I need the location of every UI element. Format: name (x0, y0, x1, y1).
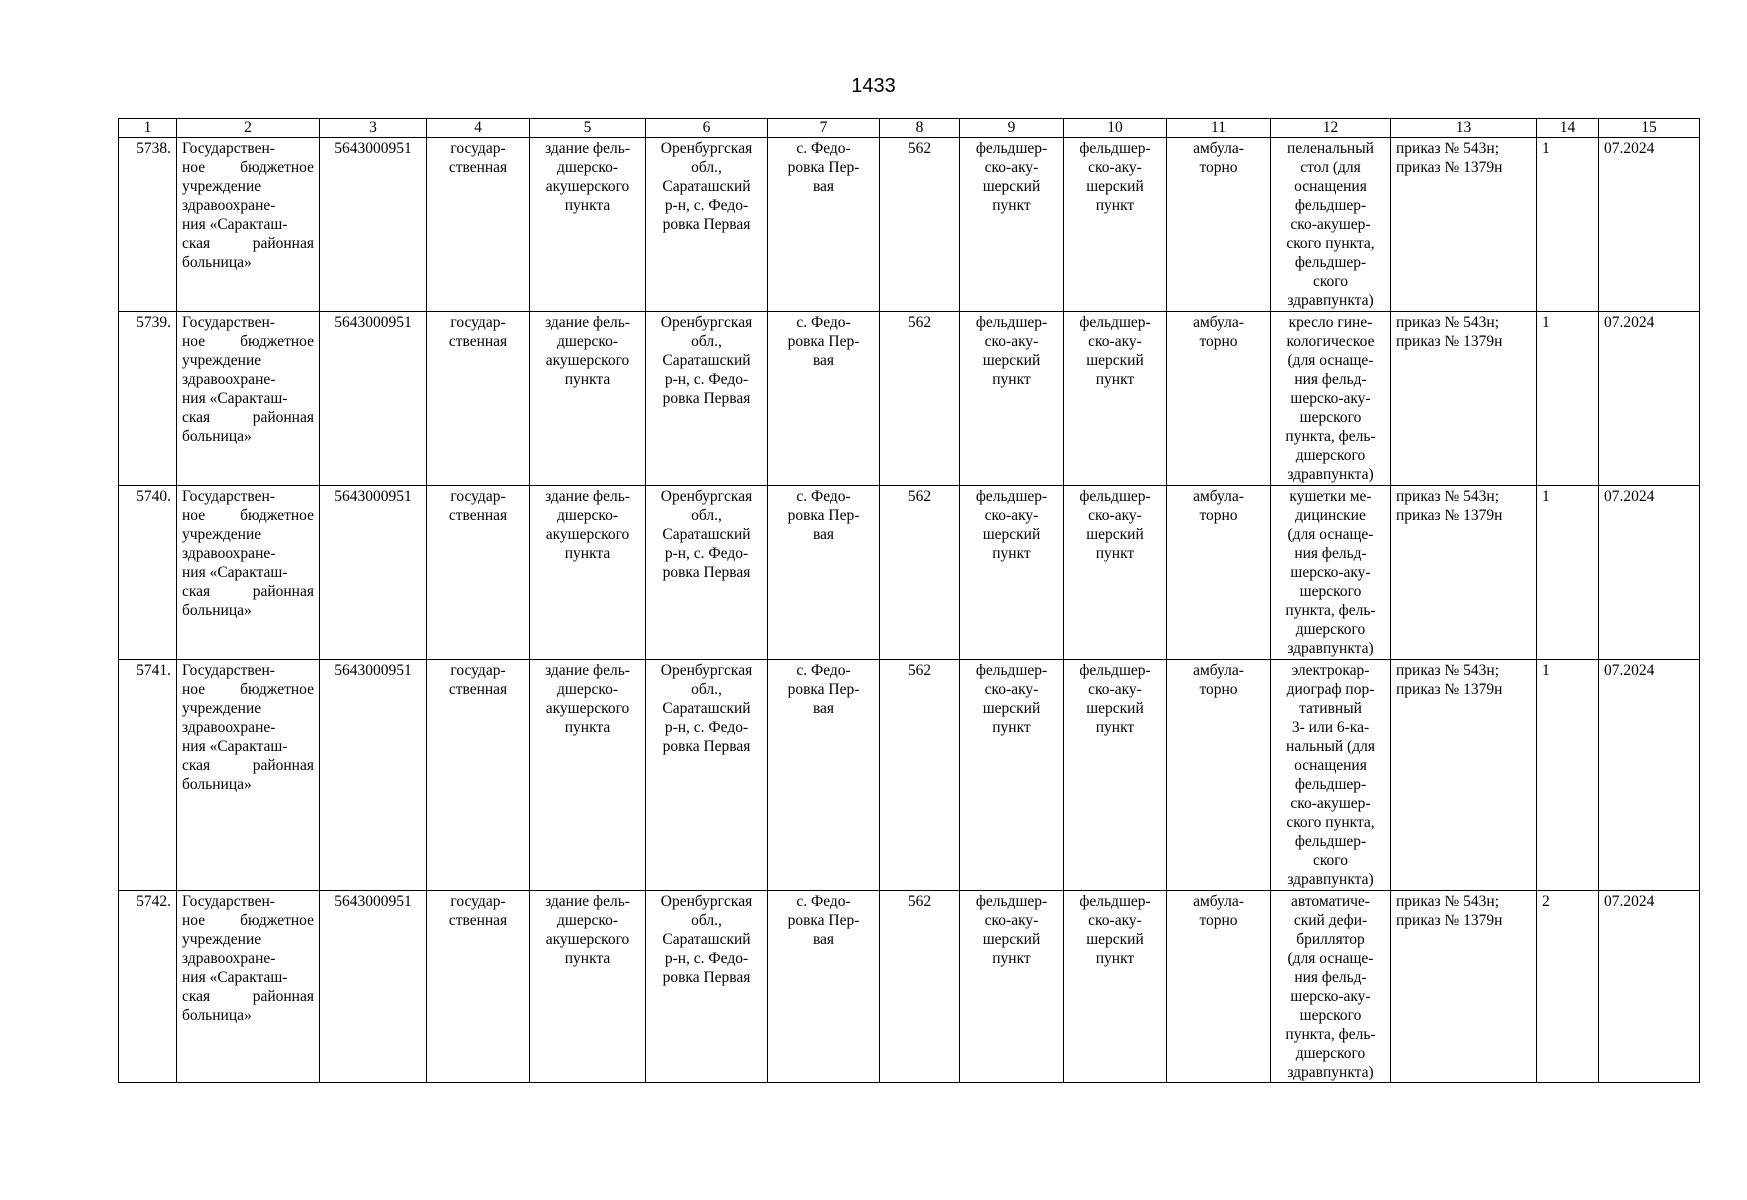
column-header: 2 (177, 119, 320, 138)
equipment-cell: кушетки ме- дицинские (для оснаще- ния фельд- шерско-аку- шерского пункта, фель- дшерского здравпункта) (1271, 486, 1391, 660)
building-cell: здание фель- дшерско- акушерского пункта (530, 891, 646, 1083)
organization-cell: Государствен- ное бюджетное учреждение здравоохране- ния «Саракташ- ская районная больница» (177, 891, 320, 1083)
basis-cell: приказ № 543н; приказ № 1379н (1391, 660, 1537, 891)
date-cell: 07.2024 (1599, 138, 1700, 312)
settlement-cell: с. Федо- ровка Пер- вая (768, 138, 880, 312)
column-header: 1 (119, 119, 177, 138)
row-number-cell: 5742. (119, 891, 177, 1083)
row-number-cell: 5738. (119, 138, 177, 312)
settlement-cell: с. Федо- ровка Пер- вая (768, 891, 880, 1083)
address-cell: Оренбургская обл., Сараташский р-н, с. Федо- ровка Первая (646, 486, 768, 660)
address-cell: Оренбургская обл., Сараташский р-н, с. Федо- ровка Первая (646, 660, 768, 891)
unit-type-cell: фельдшер- ско-аку- шерский пункт (960, 312, 1064, 486)
building-cell: здание фель- дшерско- акушерского пункта (530, 312, 646, 486)
settlement-cell: с. Федо- ровка Пер- вая (768, 486, 880, 660)
address-cell: Оренбургская обл., Сараташский р-н, с. Федо- ровка Первая (646, 891, 768, 1083)
organization-cell: Государствен- ное бюджетное учреждение здравоохране- ния «Саракташ- ская районная больница» (177, 486, 320, 660)
row-number-cell: 5739. (119, 312, 177, 486)
row-number-cell: 5741. (119, 660, 177, 891)
care-form-cell: амбула- торно (1167, 486, 1271, 660)
column-header: 13 (1391, 119, 1537, 138)
quantity-cell: 1 (1537, 312, 1599, 486)
quantity-cell: 2 (1537, 891, 1599, 1083)
organization-cell: Государствен- ное бюджетное учреждение здравоохране- ния «Саракташ- ская районная больница» (177, 660, 320, 891)
equipment-cell: автоматиче- ский дефи- бриллятор (для оснаще- ния фельд- шерско-аку- шерского пункта, фель- дшерского здравпункта) (1271, 891, 1391, 1083)
inn-cell: 5643000951 (320, 660, 427, 891)
table-row (119, 312, 1700, 486)
inn-cell: 5643000951 (320, 891, 427, 1083)
address-cell: Оренбургская обл., Сараташский р-н, с. Федо- ровка Первая (646, 312, 768, 486)
quantity-cell: 1 (1537, 138, 1599, 312)
inn-cell: 5643000951 (320, 138, 427, 312)
column-header: 8 (880, 119, 960, 138)
building-cell: здание фель- дшерско- акушерского пункта (530, 138, 646, 312)
code-cell: 562 (880, 312, 960, 486)
unit-type-cell: фельдшер- ско-аку- шерский пункт (960, 660, 1064, 891)
basis-cell: приказ № 543н; приказ № 1379н (1391, 891, 1537, 1083)
column-header: 6 (646, 119, 768, 138)
quantity-cell: 1 (1537, 660, 1599, 891)
settlement-cell: с. Федо- ровка Пер- вая (768, 312, 880, 486)
column-header: 5 (530, 119, 646, 138)
organization-cell: Государствен- ное бюджетное учреждение здравоохране- ния «Саракташ- ская районная больница» (177, 138, 320, 312)
inn-cell: 5643000951 (320, 486, 427, 660)
column-header: 4 (427, 119, 530, 138)
date-cell: 07.2024 (1599, 312, 1700, 486)
settlement-cell: с. Федо- ровка Пер- вая (768, 660, 880, 891)
code-cell: 562 (880, 138, 960, 312)
care-form-cell: амбула- торно (1167, 660, 1271, 891)
date-cell: 07.2024 (1599, 660, 1700, 891)
unit-name-cell: фельдшер- ско-аку- шерский пункт (1064, 138, 1167, 312)
column-number-header-row (119, 119, 1700, 138)
column-header: 7 (768, 119, 880, 138)
equipment-cell: пеленальный стол (для оснащения фельдшер- ско-акушер- ского пункта, фельдшер- ского здравпункта) (1271, 138, 1391, 312)
unit-name-cell: фельдшер- ско-аку- шерский пункт (1064, 486, 1167, 660)
inn-cell: 5643000951 (320, 312, 427, 486)
column-header: 12 (1271, 119, 1391, 138)
quantity-cell: 1 (1537, 486, 1599, 660)
column-header: 11 (1167, 119, 1271, 138)
basis-cell: приказ № 543н; приказ № 1379н (1391, 312, 1537, 486)
column-header: 9 (960, 119, 1064, 138)
building-cell: здание фель- дшерско- акушерского пункта (530, 660, 646, 891)
column-header: 14 (1537, 119, 1599, 138)
unit-name-cell: фельдшер- ско-аку- шерский пункт (1064, 660, 1167, 891)
basis-cell: приказ № 543н; приказ № 1379н (1391, 486, 1537, 660)
code-cell: 562 (880, 486, 960, 660)
building-cell: здание фель- дшерско- акушерского пункта (530, 486, 646, 660)
ownership-cell: государ- ственная (427, 891, 530, 1083)
care-form-cell: амбула- торно (1167, 138, 1271, 312)
unit-name-cell: фельдшер- ско-аку- шерский пункт (1064, 891, 1167, 1083)
code-cell: 562 (880, 660, 960, 891)
table-row (119, 891, 1700, 1083)
table-row (119, 486, 1700, 660)
ownership-cell: государ- ственная (427, 486, 530, 660)
page-number: 1433 (851, 75, 896, 97)
column-header: 15 (1599, 119, 1700, 138)
ownership-cell: государ- ственная (427, 660, 530, 891)
organization-cell: Государствен- ное бюджетное учреждение здравоохране- ния «Саракташ- ская районная больница» (177, 312, 320, 486)
unit-type-cell: фельдшер- ско-аку- шерский пункт (960, 486, 1064, 660)
table-row (119, 138, 1700, 312)
unit-type-cell: фельдшер- ско-аку- шерский пункт (960, 138, 1064, 312)
ownership-cell: государ- ственная (427, 138, 530, 312)
equipment-register-table (118, 118, 1700, 1083)
care-form-cell: амбула- торно (1167, 891, 1271, 1083)
date-cell: 07.2024 (1599, 486, 1700, 660)
equipment-cell: кресло гине- кологическое (для оснаще- ния фельд- шерско-аку- шерского пункта, фель- дшерского здравпункта) (1271, 312, 1391, 486)
ownership-cell: государ- ственная (427, 312, 530, 486)
date-cell: 07.2024 (1599, 891, 1700, 1083)
table-row (119, 660, 1700, 891)
care-form-cell: амбула- торно (1167, 312, 1271, 486)
unit-type-cell: фельдшер- ско-аку- шерский пункт (960, 891, 1064, 1083)
column-header: 3 (320, 119, 427, 138)
unit-name-cell: фельдшер- ско-аку- шерский пункт (1064, 312, 1167, 486)
basis-cell: приказ № 543н; приказ № 1379н (1391, 138, 1537, 312)
column-header: 10 (1064, 119, 1167, 138)
equipment-cell: электрокар- диограф пор- тативный 3- или 6-ка- нальный (для оснащения фельдшер- ско-акушер- ского пункта, фельдшер- ского здравпункта) (1271, 660, 1391, 891)
code-cell: 562 (880, 891, 960, 1083)
address-cell: Оренбургская обл., Сараташский р-н, с. Федо- ровка Первая (646, 138, 768, 312)
row-number-cell: 5740. (119, 486, 177, 660)
